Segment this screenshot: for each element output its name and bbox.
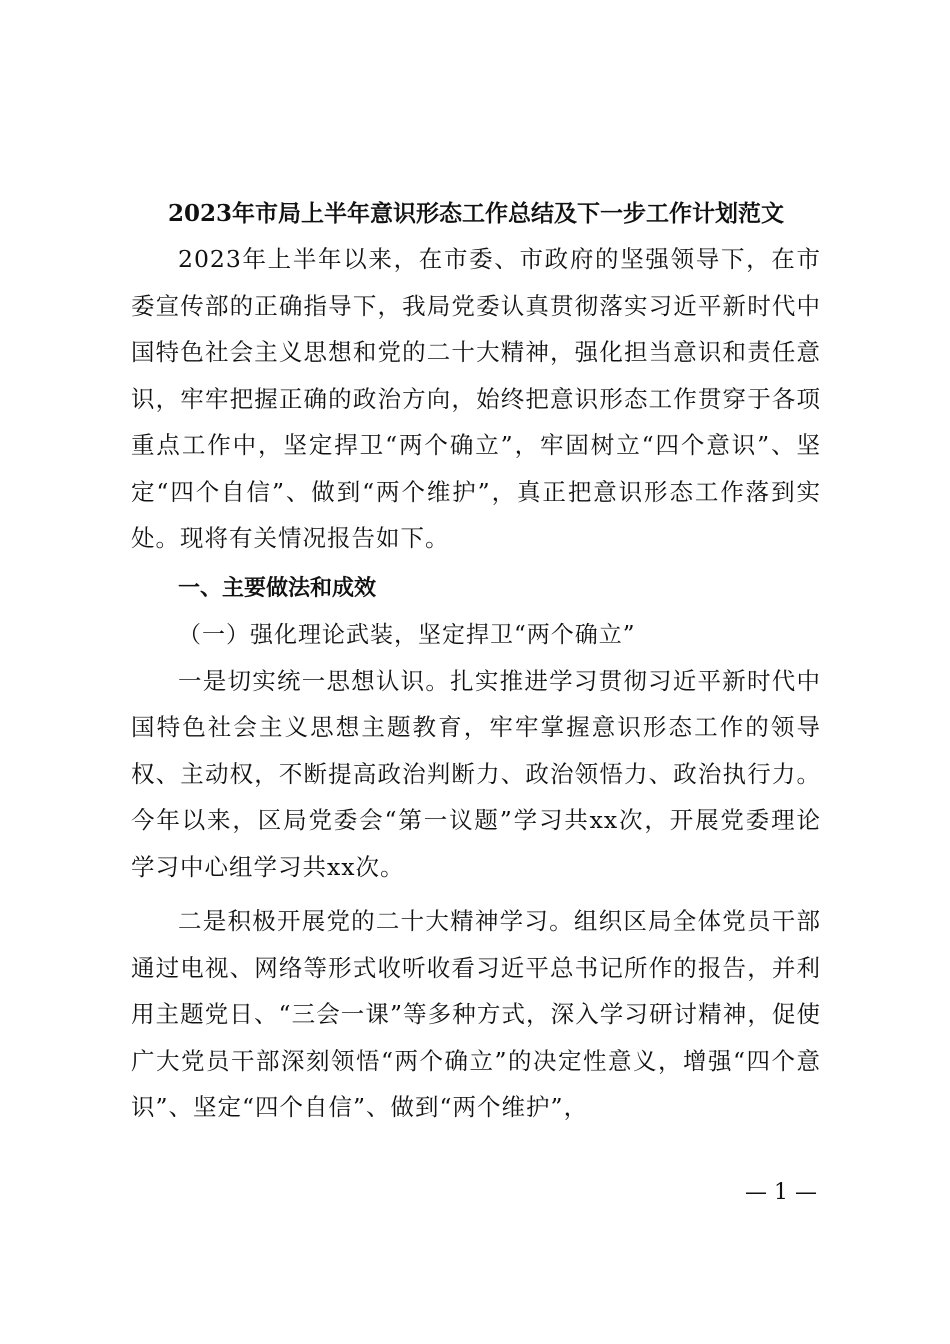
document-body <box>131 196 821 1131</box>
body-paragraph-2: 二是积极开展党的二十大精神学习。组织区局全体党员干部通过电视、网络等形式收听收看习近平总书记所作的报告，并利用主题党日、“三会一课”等多种方式，深入学习研讨精神，促使广大党员干部深刻领悟“两个确立”的决定性意义，增强“四个意识”、坚定“四个自信”、做到“两个维护”， <box>131 907 821 1121</box>
page-number: — 1 — <box>745 1180 817 1205</box>
document-title: 2023年市局上半年意识形态工作总结及下一步工作计划范文 <box>167 200 784 227</box>
subsection-heading-1: （一）强化理论武装，坚定捍卫“两个确立” <box>178 621 636 648</box>
intro-paragraph: 2023年上半年以来，在市委、市政府的坚强领导下，在市委宣传部的正确指导下，我局党委认真贯彻落实习近平新时代中国特色社会主义思想和党的二十大精神，强化担当意识和责任意识，牢牢把握正确的政治方向，始终把意识形态工作贯穿于各项重点工作中，坚定捍卫“两个确立”，牢固树立“四个意识”、坚定“四个自信”、做到“两个维护”，真正把意识形态工作落到实处。现将有关情况报告如下。 <box>131 245 821 552</box>
body-paragraph-1: 一是切实统一思想认识。扎实推进学习贯彻习近平新时代中国特色社会主义思想主题教育，牢牢掌握意识形态工作的领导权、主动权，不断提高政治判断力、政治领悟力、政治执行力。今年以来，区局党委会“第一议题”学习共xx次，开展党委理论学习中心组学习共xx次。 <box>131 666 821 881</box>
section-heading-1: 一、主要做法和成效 <box>178 575 377 601</box>
